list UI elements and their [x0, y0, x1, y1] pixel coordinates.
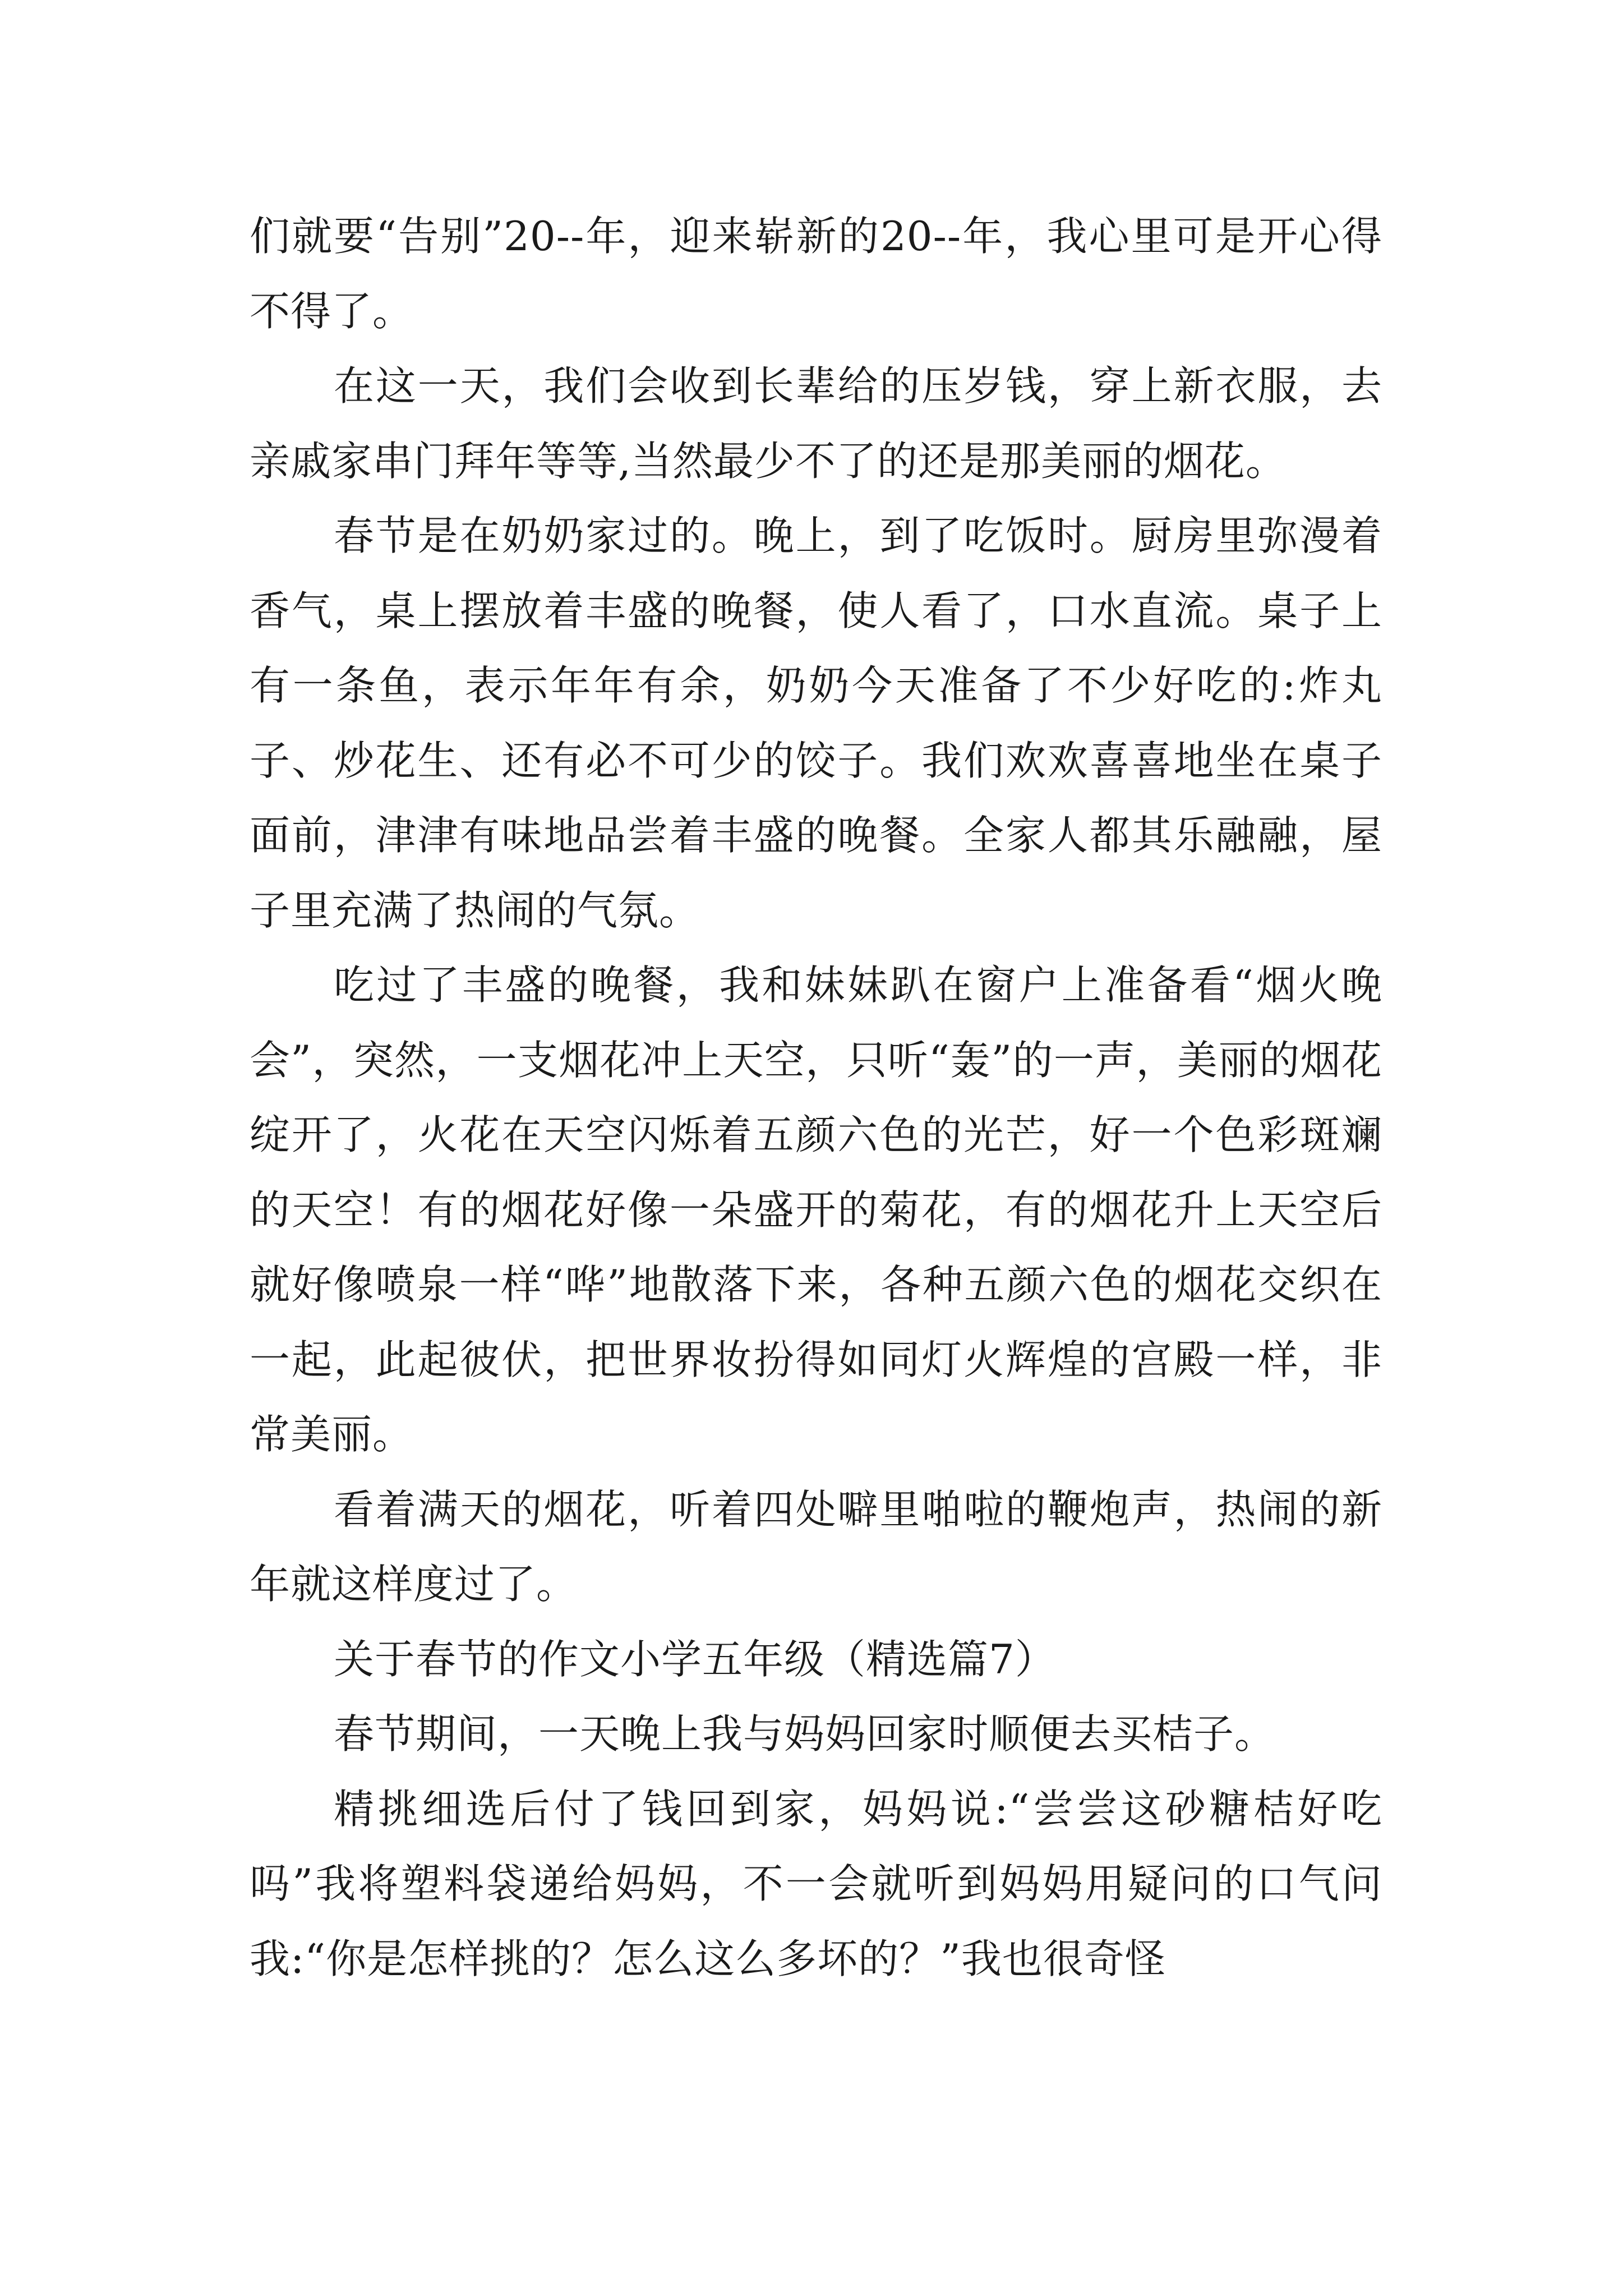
- section-heading: 关于春节的作文小学五年级（精选篇7）: [334, 1635, 1056, 1683]
- paragraph-new-year: 看着满天的烟花，听着四处噼里啪啦的鞭炮声，热闹的新年就这样度过了。: [250, 1485, 1382, 1608]
- paragraph-oranges-story: 精挑细选后付了钱回到家，妈妈说:“尝尝这砂糖桔好吃吗”我将塑料袋递给妈妈，不一会就听到妈妈用疑问的口气问我:“你是怎样挑的？怎么这么多坏的？”我也很奇怪: [250, 1785, 1382, 1982]
- paragraph-fireworks: 吃过了丰盛的晚餐，我和妹妹趴在窗户上准备看“烟火晚会”，突然，一支烟花冲上天空，只听“轰”的一声，美丽的烟花绽开了，火花在天空闪烁着五颜六色的光芒，好一个色彩斑斓的天空！有的烟花好像一朵盛开的菊花，有的烟花升上天空后就好像喷泉一样“哗”地散落下来，各种五颜六色的烟花交织在一起，此起彼伏，把世界妆扮得如同灯火辉煌的宫殿一样，非常美丽。: [250, 961, 1382, 1458]
- paragraph-red-envelope: 在这一天，我们会收到长辈给的压岁钱，穿上新衣服，去亲戚家串门拜年等等,当然最少不了的还是那美丽的烟花。: [250, 362, 1382, 485]
- paragraph-continuation: 们就要“告别”20--年，迎来崭新的20--年，我心里可是开心得不得了。: [250, 213, 1382, 335]
- paragraph-dinner: 春节是在奶奶家过的。晚上，到了吃饭时。厨房里弥漫着香气，桌上摆放着丰盛的晚餐，使人看了，口水直流。桌子上有一条鱼，表示年年有余，奶奶今天准备了不少好吃的:炸丸子、炒花生、还有必不可少的饺子。我们欢欢喜喜地坐在桌子面前，津津有味地品尝着丰盛的晚餐。全家人都其乐融融，屋子里充满了热闹的气氛。: [250, 512, 1382, 934]
- paragraph-oranges-intro: 春节期间，一天晚上我与妈妈回家时顺便去买桔子。: [334, 1710, 1276, 1757]
- body-text: [250, 199, 1382, 1996]
